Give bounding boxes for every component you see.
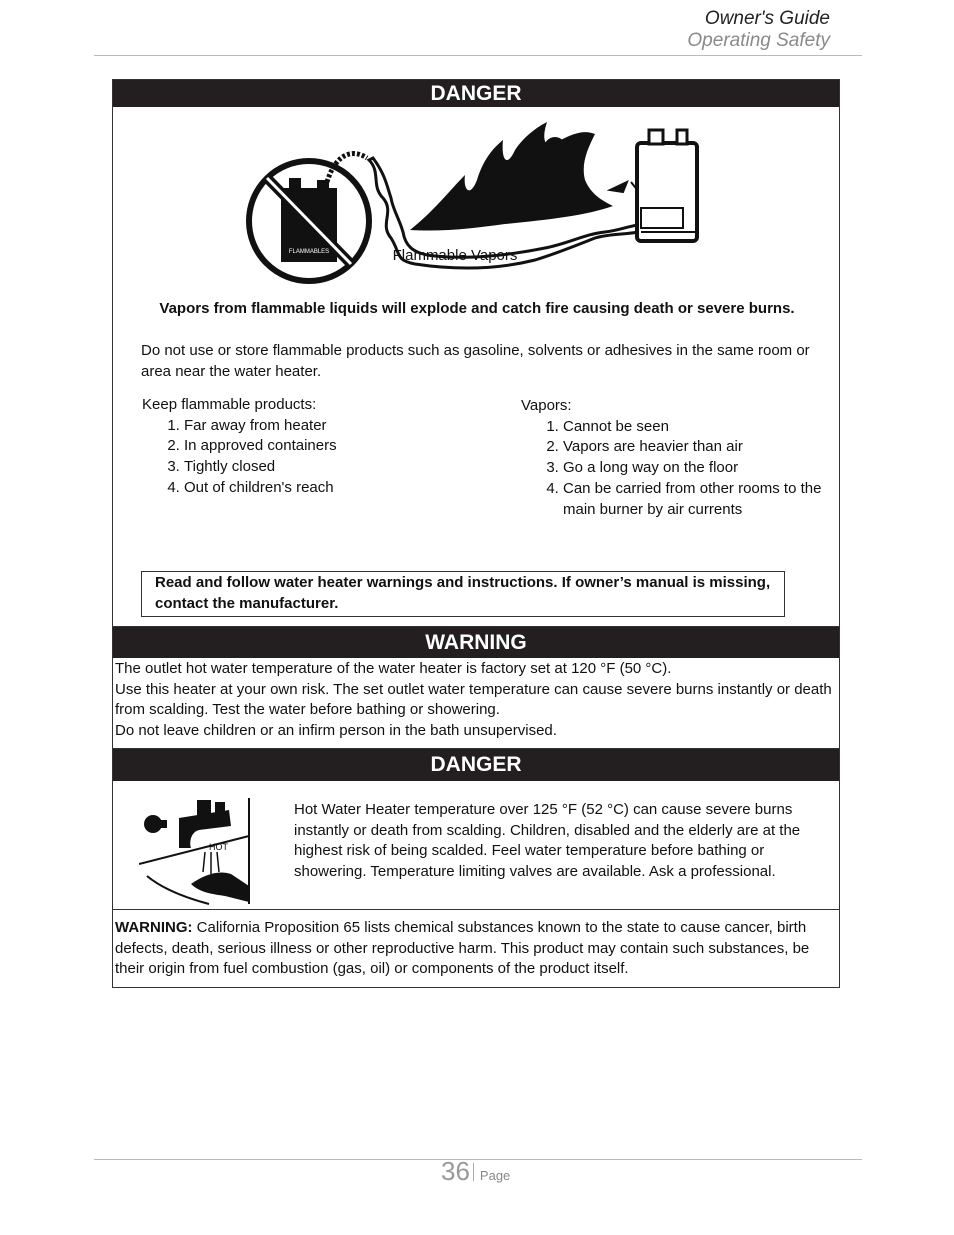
svg-text:Flammable Vapors: Flammable Vapors bbox=[392, 247, 518, 264]
vapors-list bbox=[521, 396, 821, 520]
section-title: Operating Safety bbox=[687, 30, 830, 51]
danger-bold-statement: Vapors from flammable liquids will explode and catch fire causing death or severe burns. bbox=[159, 300, 795, 317]
svg-text:FLAMMABLES: FLAMMABLES bbox=[288, 249, 330, 255]
prop65-warning-box bbox=[112, 909, 840, 988]
svg-text:HOT: HOT bbox=[209, 842, 228, 852]
vapors-heading: Vapors: bbox=[521, 397, 572, 414]
list-item: 2. Vapors are heavier than air bbox=[563, 437, 833, 458]
prop65-body: California Proposition 65 lists chemical substances known to the state to cause cancer, birth defects, death, serious illness or other reproductive harm. This product may contain such substances, be their origin from fuel combustion (gas, oil) or components of the product itself. bbox=[115, 919, 810, 978]
warning-heading: WARNING bbox=[113, 627, 839, 658]
warning-line: Do not leave children or an infirm person in the bath unsupervised. bbox=[115, 722, 557, 740]
manual-notice-box: Read and follow water heater warnings and instructions. If owner’s manual is missing, contact the manufacturer. bbox=[141, 571, 785, 617]
danger-intro-text: Do not use or store flammable products such as gasoline, solvents or adhesives in the same room or area near the water heater. bbox=[141, 342, 810, 380]
water-heater-icon bbox=[637, 130, 697, 241]
page-number-value: 36 bbox=[441, 1156, 470, 1186]
list-item: 3. Go a long way on the floor bbox=[563, 458, 833, 479]
document-title: Owner's Guide bbox=[704, 8, 830, 29]
scald-warning-text: Hot Water Heater temperature over 125 °F (52 °C) can cause severe burns instantly or death from scalding. Children, disabled and the elderly are at the highest risk of being scalded. Feel water temperature before bathing or showering. Temperature limiting valves are available. Ask a professional. bbox=[294, 801, 801, 881]
list-item: 4. Out of children's reach bbox=[184, 478, 472, 499]
list-item: 1. Cannot be seen bbox=[563, 417, 833, 438]
list-item: 4. Can be carried from other rooms to the main burner by air currents bbox=[563, 479, 833, 520]
page-label: Page bbox=[479, 1168, 511, 1183]
list-item: 1. Far away from heater bbox=[184, 416, 472, 437]
page-header bbox=[687, 8, 830, 52]
danger-scald-box bbox=[112, 748, 840, 910]
hot-faucet-icon bbox=[139, 796, 253, 906]
page-number bbox=[441, 1156, 510, 1187]
list-item: 2. In approved containers bbox=[184, 436, 472, 457]
header-divider bbox=[94, 55, 862, 56]
prop65-text bbox=[113, 910, 839, 980]
danger-heading: DANGER bbox=[113, 80, 839, 107]
keep-flammables-list bbox=[142, 395, 472, 499]
page-separator bbox=[473, 1163, 474, 1181]
flammable-vapors-illustration bbox=[245, 120, 700, 285]
warning-temperature-box bbox=[112, 626, 840, 749]
warning-line: Use this heater at your own risk. The set outlet water temperature can cause severe burns instantly or death from scalding. Test the water before bathing or showering. bbox=[115, 680, 832, 719]
warning-line: The outlet hot water temperature of the water heater is factory set at 120 °F (50 °C). bbox=[115, 660, 672, 677]
danger-heading: DANGER bbox=[113, 749, 839, 781]
keep-heading: Keep flammable products: bbox=[142, 396, 317, 413]
prop65-label: WARNING: bbox=[115, 919, 193, 936]
list-item: 3. Tightly closed bbox=[184, 457, 472, 478]
danger-flammables-box bbox=[112, 79, 840, 627]
